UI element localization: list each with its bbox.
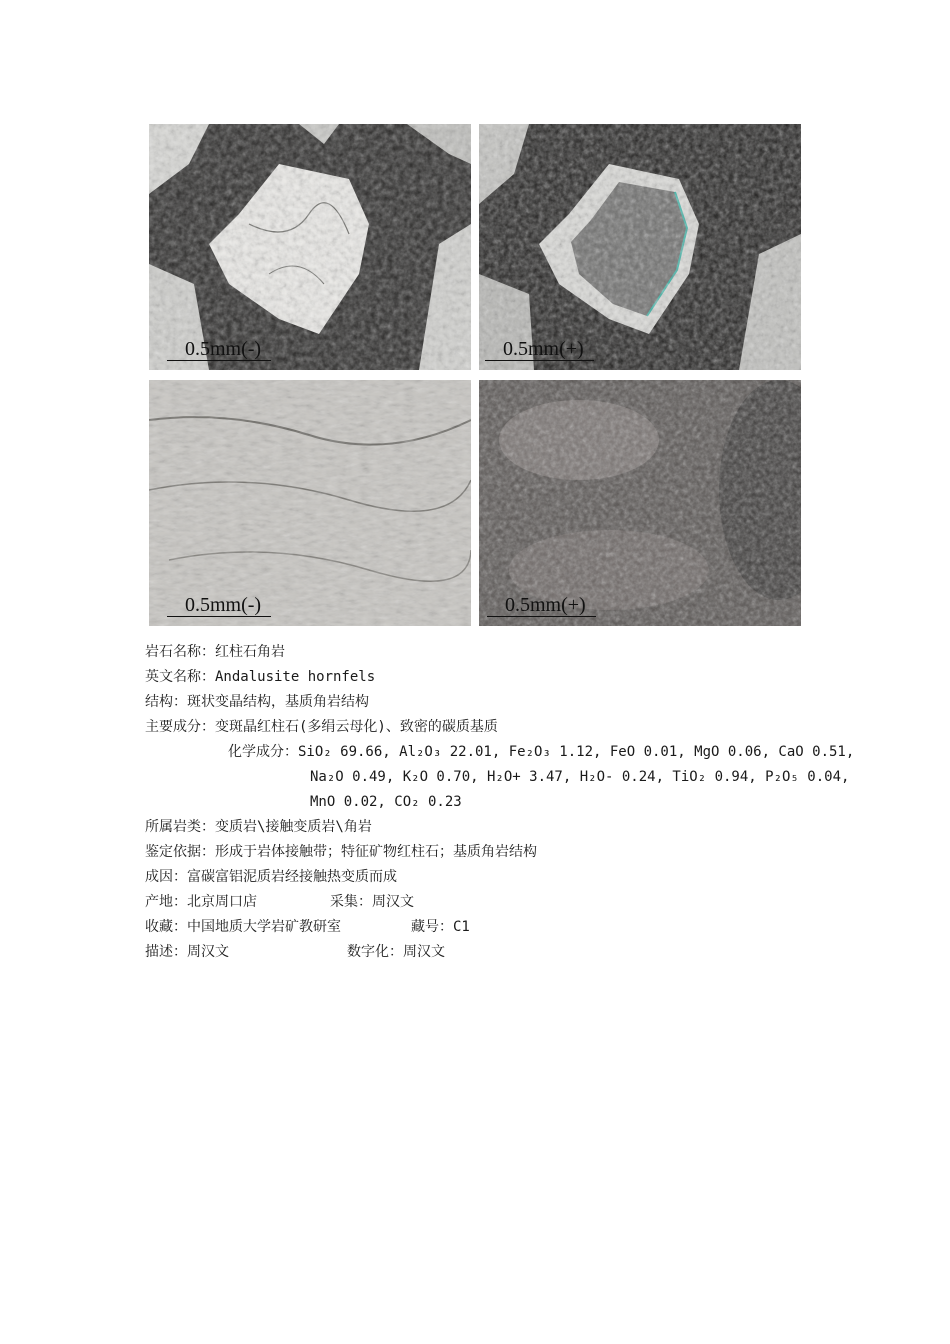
micrograph-image bbox=[149, 124, 471, 370]
specimen-number: 藏号：C1 bbox=[411, 919, 470, 935]
rock-name: 岩石名称：红柱石角岩 bbox=[145, 644, 285, 660]
micrograph-plane-polarized-1 bbox=[149, 124, 471, 370]
micrograph-plane-polarized-2 bbox=[149, 380, 471, 626]
collection-number-row bbox=[145, 915, 845, 940]
micrograph-grid bbox=[149, 124, 802, 626]
micrograph-image bbox=[149, 380, 471, 626]
specimen-info bbox=[145, 640, 855, 965]
micrograph-cross-polarized-1 bbox=[479, 124, 801, 370]
origin: 成因：富碳富铝泥质岩经接触热变质而成 bbox=[145, 869, 397, 885]
locality: 产地：北京周口店 bbox=[145, 894, 257, 910]
structure: 结构：斑状变晶结构，基质角岩结构 bbox=[145, 694, 369, 710]
chemical-composition-line-3: MnO 0.02, CO₂ 0.23 bbox=[310, 794, 462, 810]
micrograph-cross-polarized-2 bbox=[479, 380, 801, 626]
micrograph-image bbox=[479, 124, 801, 370]
english-name: 英文名称：Andalusite hornfels bbox=[145, 669, 376, 685]
chemical-composition-line-2: Na₂O 0.49, K₂O 0.70, H₂O+ 3.47, H₂O- 0.24, TiO₂ 0.94, P₂O₅ 0.04, bbox=[310, 769, 850, 785]
main-components: 主要成分：变斑晶红柱石(多绢云母化)、致密的碳质基质 bbox=[145, 719, 498, 735]
micrograph-image bbox=[479, 380, 801, 626]
digitization: 数字化：周汉文 bbox=[347, 944, 445, 960]
collector: 采集：周汉文 bbox=[330, 894, 414, 910]
scale-bar-label: 0.5mm(+) bbox=[485, 338, 594, 361]
chemical-composition-line-1: 化学成分：SiO₂ 69.66, Al₂O₃ 22.01, Fe₂O₃ 1.12, FeO 0.01, MgO 0.06, CaO 0.51, bbox=[228, 744, 855, 760]
scale-bar-label: 0.5mm(-) bbox=[167, 594, 271, 617]
collection: 收藏：中国地质大学岩矿教研室 bbox=[145, 919, 341, 935]
scale-bar-label: 0.5mm(-) bbox=[167, 338, 271, 361]
description: 描述：周汉文 bbox=[145, 944, 229, 960]
scale-bar-label: 0.5mm(+) bbox=[487, 594, 596, 617]
description-digitization-row bbox=[145, 940, 845, 965]
locality-collector-row bbox=[145, 890, 845, 915]
identification-basis: 鉴定依据：形成于岩体接触带；特征矿物红柱石；基质角岩结构 bbox=[145, 844, 537, 860]
rock-category: 所属岩类：变质岩\接触变质岩\角岩 bbox=[145, 819, 372, 835]
